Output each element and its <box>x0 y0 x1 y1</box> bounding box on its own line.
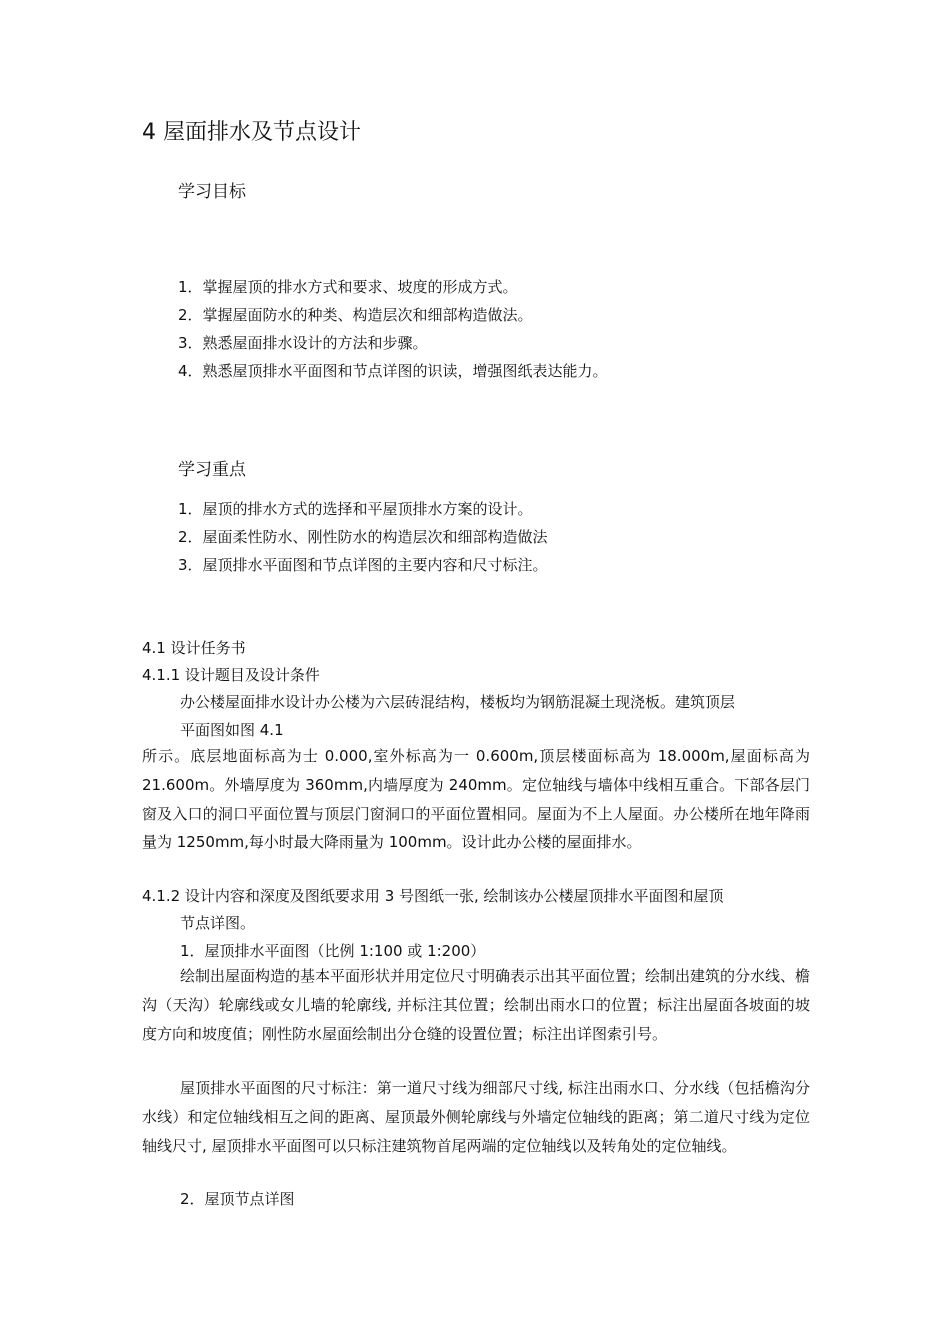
section-heading: 4.1 设计任务书 <box>142 639 246 657</box>
page-title: 4 屋面排水及节点设计 <box>142 120 361 145</box>
goal-item: 2．掌握屋面防水的种类、构造层次和细部构造做法。 <box>178 306 533 324</box>
paragraph: 所示。底层地面标高为士 0.000,室外标高为一 0.600m,顶层楼面标高为 18.000m,屋面标高为 21.600m。外墙厚度为 360mm,内墙厚度为 240mm。定位轴线与墙体中线相互重合。下部各层门窗及入口的洞口平面位置与顶层门窗洞口的平面位置相同。屋面为不上人屋面。办公楼所在地年降雨量为 1250mm,每小时最大降雨量为 100mm。设计此办公楼的屋面排水。 <box>142 747 810 852</box>
subsection-heading: 4.1.1 设计题目及设计条件 <box>142 666 320 684</box>
focus-item: 2．屋面柔性防水、刚性防水的构造层次和细部构造做法 <box>178 528 548 546</box>
focus-heading: 学习重点 <box>178 460 246 480</box>
goals-heading: 学习目标 <box>178 182 246 202</box>
paragraph-line: 平面图如图 4.1 <box>180 721 284 739</box>
list-item: 1．屋顶排水平面图（比例 1:100 或 1:200） <box>180 942 486 960</box>
subsection-heading: 4.1.2 设计内容和深度及图纸要求用 3 号图纸一张, 绘制该办公楼屋顶排水平面图和屋顶 <box>142 887 724 905</box>
paragraph: 绘制出屋面构造的基本平面形状并用定位尺寸明确表示出其平面位置；绘制出建筑的分水线、檐沟（天沟）轮廓线或女儿墙的轮廓线, 并标注其位置；绘制出雨水口的位置；标注出屋面各坡面的坡度方向和坡度值；刚性防水屋面绘制出分仓缝的设置位置；标注出详图索引号。 <box>142 967 811 1043</box>
goal-item: 1．掌握屋顶的排水方式和要求、坡度的形成方式。 <box>178 278 518 296</box>
goal-item: 4．熟悉屋顶排水平面图和节点详图的识读，增强图纸表达能力。 <box>178 362 608 380</box>
focus-item: 3．屋顶排水平面图和节点详图的主要内容和尺寸标注。 <box>178 556 548 574</box>
subsection-heading-cont: 节点详图。 <box>180 914 256 932</box>
goal-item: 3．熟悉屋面排水设计的方法和步骤。 <box>178 334 428 352</box>
paragraph: 屋顶排水平面图的尺寸标注：第一道尺寸线为细部尺寸线, 标注出雨水口、分水线（包括檐沟分水线）和定位轴线相互之间的距离、屋顶最外侧轮廓线与外墙定位轴线的距离；第二道尺寸线为定位轴线尺寸, 屋顶排水平面图可以只标注建筑物首尾两端的定位轴线以及转角处的定位轴线。 <box>142 1079 810 1155</box>
list-item: 2．屋顶节点详图 <box>180 1190 295 1208</box>
focus-item: 1．屋顶的排水方式的选择和平屋顶排水方案的设计。 <box>178 500 533 518</box>
paragraph-line: 办公楼屋面排水设计办公楼为六层砖混结构，楼板均为钢筋混凝土现浇板。建筑顶层 <box>180 693 736 711</box>
